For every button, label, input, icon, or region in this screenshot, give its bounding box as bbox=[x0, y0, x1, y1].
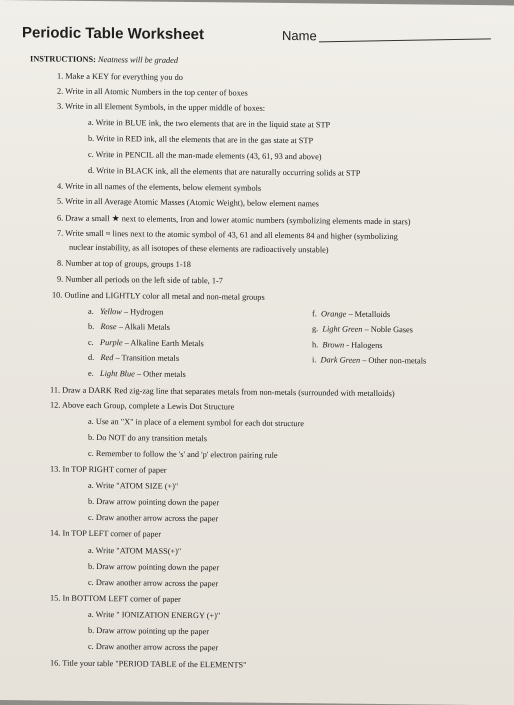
color-key-dark-green: i. Dark Green – Other non-metals bbox=[312, 355, 427, 366]
instruction-7-continued: nuclear instability, as all isotopes of these elements are radioactively unstable) bbox=[69, 242, 329, 255]
instruction-16: 16. Title your table "PERIOD TABLE of the ELEMENTS" bbox=[50, 658, 247, 670]
instruction-3a: a. Write in BLUE ink, the two elements that are in the liquid state at STP bbox=[88, 117, 331, 130]
instruction-15a: a. Write " IONIZATION ENERGY (+)" bbox=[88, 609, 221, 621]
page-title: Periodic Table Worksheet bbox=[22, 24, 204, 44]
color-key-brown: h. Brown - Halogens bbox=[312, 340, 383, 351]
instruction-9: 9. Number all periods on the left side of table, 1-7 bbox=[57, 274, 223, 286]
instruction-12a: a. Use an "X" in place of a element symbol for each dot structure bbox=[88, 416, 304, 429]
instruction-5: 5. Write in all Average Atomic Masses (Atomic Weight), below element names bbox=[57, 196, 319, 209]
color-key-purple: c. Purple – Alkaline Earth Metals bbox=[88, 337, 204, 349]
instruction-12c: c. Remember to follow the 's' and 'p' electron pairing rule bbox=[88, 448, 278, 460]
instruction-3d: d. Write in BLACK ink, all the elements that are naturally occurring solids at STP bbox=[88, 165, 361, 178]
instruction-3: 3. Write in all Element Symbols, in the upper middle of boxes: bbox=[57, 101, 266, 113]
color-key-light-green: g. Light Green – Noble Gases bbox=[312, 324, 413, 335]
instruction-10: 10. Outline and LIGHTLY color all metal and non-metal groups bbox=[52, 290, 265, 302]
instruction-8: 8. Number at top of groups, groups 1-18 bbox=[57, 258, 191, 269]
instruction-3c: c. Write in PENCIL all the man-made elements (43, 61, 93 and above) bbox=[88, 149, 322, 162]
instruction-14a: a. Write "ATOM MASS(+)" bbox=[88, 545, 182, 556]
instructions-heading: INSTRUCTIONS: Neatness will be graded bbox=[30, 54, 178, 65]
color-key-rose: b. Rose – Alkali Metals bbox=[88, 321, 170, 332]
instruction-2: 2. Write in all Atomic Numbers in the top center of boxes bbox=[57, 86, 248, 98]
instruction-13: 13. In TOP RIGHT corner of paper bbox=[50, 464, 167, 475]
instruction-13a: a. Write "ATOM SIZE (+)" bbox=[88, 480, 179, 491]
instruction-14c: c. Draw another arrow across the paper bbox=[88, 577, 219, 589]
name-label: Name bbox=[282, 27, 317, 44]
color-key-red: d. Red – Transition metals bbox=[88, 352, 180, 363]
color-key-orange: f. Orange – Metalloids bbox=[312, 309, 391, 320]
star-icon: ★ bbox=[111, 213, 120, 224]
color-key-light-blue: e. Light Blue – Other metals bbox=[88, 368, 186, 379]
instruction-4: 4. Write in all names of the elements, below element symbols bbox=[57, 181, 262, 193]
instruction-12b: b. Do NOT do any transition metals bbox=[88, 432, 207, 444]
instruction-14b: b. Draw arrow pointing down the paper bbox=[88, 561, 220, 573]
wavy-lines-icon: ≈ bbox=[105, 229, 111, 239]
name-blank-line bbox=[319, 38, 491, 42]
instruction-11: 11. Draw a DARK Red zig-zag line that separates metals from non-metals (surrounded with metalloids) bbox=[50, 385, 395, 399]
instruction-12: 12. Above each Group, complete a Lewis Dot Structure bbox=[50, 400, 235, 412]
instruction-15c: c. Draw another arrow across the paper bbox=[88, 641, 219, 653]
instruction-3b: b. Write in RED ink, all the elements that are in the gas state at STP bbox=[88, 133, 314, 146]
instruction-7: 7. Write small ≈ lines next to the atomic symbol of 43, 61 and all elements 84 and higher (symbolizing bbox=[57, 228, 398, 242]
instruction-15: 15. In BOTTOM LEFT corner of paper bbox=[50, 593, 181, 604]
instruction-13c: c. Draw another arrow across the paper bbox=[88, 512, 219, 524]
instruction-6: 6. Draw a small ★ next to elements, Iron and lower atomic numbers (symbolizing elements made in stars) bbox=[57, 213, 411, 227]
instruction-14: 14. In TOP LEFT corner of paper bbox=[50, 528, 161, 539]
instruction-13b: b. Draw arrow pointing down the paper bbox=[88, 496, 220, 508]
instruction-1: 1. Make a KEY for everything you do bbox=[57, 71, 183, 82]
color-key-yellow: a. Yellow – Hydrogen bbox=[88, 306, 164, 317]
instruction-15b: b. Draw arrow pointing up the paper bbox=[88, 625, 209, 637]
